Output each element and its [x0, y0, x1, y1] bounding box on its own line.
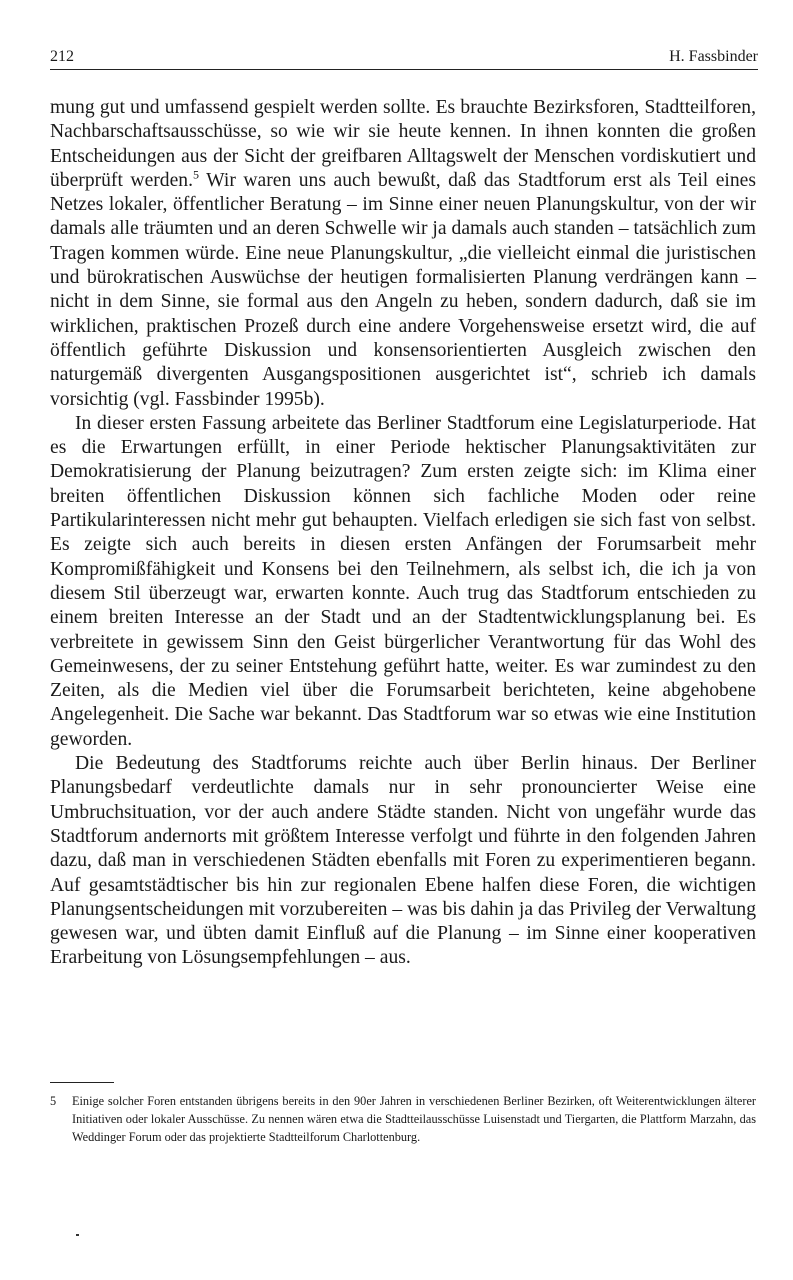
paragraph-3: Die Bedeutung des Stadtforums reichte auch über Berlin hinaus. Der Berliner Planungsbedarf verdeutlichte damals nur in sehr pronouncierter Weise eine Umbruchsituation, vor der auch andere Städte standen. Nicht von ungefähr wurde das Stadtforum andernorts mit größtem Interesse verfolgt und führte in den folgenden Jahren dazu, daß man in verschiedenen Städten ebenfalls mit Foren zu experimentieren begann. Auf gesamtstädtischer bis hin zur regionalen Ebene halfen diese Foren, die wichtigen Planungsentscheidungen mit vorzubereiten – was bis dahin ja das Privileg der Verwaltung gewesen war, und übten damit Einfluß auf die Planung – im Sinne einer kooperativen Erarbeitung von Lösungsempfehlungen – aus.: [50, 753, 756, 969]
stray-print-mark: [76, 1234, 79, 1236]
paragraph-2: In dieser ersten Fassung arbeitete das Berliner Stadtforum eine Legislaturperiode. Hat es die Erwartungen erfüllt, in einer Periode hektischer Planungsaktivitäten zur Demokratisierung der Planung beizutragen? Zum ersten zeigte sich: im Klima einer breiten öffentlichen Diskussion können sich fachliche Moden oder reine Partikularinteressen nicht mehr gut behaupten. Vielfach erledigen sie sich fast von selbst. Es zeigte sich auch bereits in diesen ersten Anfängen der Forumsarbeit mehr Kompromißfähigkeit und Konsens bei den Teilnehmern, als selbst ich, die ich ja von diesem Stil überzeugt war, erwarten konnte. Auch trug das Stadtforum entschieden zu einem breiten Interesse an der Stadt und an der Stadtentwicklungsplanung bei. Es verbreitete in gewissem Sinn den Geist bürgerlicher Verantwortung für das Wohl des Gemeinwesens, der zu seiner Entstehung geführt hatte, weiter. Es war zumindest zu den Zeiten, als die Medien viel über die Forumsarbeit berichteten, keine abgehobene Angelegenheit. Die Sache war bekannt. Das Stadtforum war so etwas wie eine Institution geworden.: [50, 412, 756, 750]
page-number: 212: [50, 48, 74, 65]
paragraph-1-part-1: mung gut und umfassend gespielt werden sollte. Es brauchte Bezirksforen, Stadtteilforen, Nachbarschaftsausschüsse, so wie wir sie heute kennen. In ihnen konnten die großen Entscheidungen aus der Sicht der greifbaren Alltagswelt der Menschen vordiskutiert und überprüft werden.: [50, 97, 756, 191]
footnote-5: [50, 1092, 756, 1146]
footnote-number: 5: [50, 1094, 57, 1108]
running-header: [50, 47, 758, 70]
running-head-author: H. Fassbinder: [669, 48, 758, 65]
footnote-separator: [50, 1082, 114, 1083]
paragraph-1: [50, 96, 756, 412]
footnote-text: Einige solcher Foren entstanden übrigens bereits in den 90er Jahren in verschiedenen Berliner Bezirken, oft Weiterentwicklungen älterer Initiativen oder lokaler Ausschüsse. Zu nennen wären etwa die Stadtteilausschüsse Luisenstadt und Tiergarten, die Plattform Marzahn, das Weddinger Forum oder das projektierte Stadtteilforum Charlottenburg.: [72, 1094, 756, 1144]
body-text: [50, 96, 756, 971]
footnote-reference-5[interactable]: 5: [193, 167, 199, 182]
paragraph-1-part-2: Wir waren uns auch bewußt, daß das Stadtforum erst als Teil eines Netzes lokaler, öffentlicher Beratung – im Sinne einer neuen Planungskultur, von der wir damals alle träumten und an deren Schwelle wir ja damals auch standen – tatsächlich zum Tragen kommen würde. Eine neue Planungskultur, „die vielleicht einmal die juristischen und bürokratischen Auswüchse der heutigen formalisierten Planung verdrängen kann – nicht in dem Sinne, sie formal aus den Angeln zu heben, sondern dadurch, daß sie im wirklichen, praktischen Prozeß durch eine andere Vorgehensweise ersetzt wird, die auf öffentlich geführte Diskussion und konsensorientierten Ausgleich zwischen den naturgemäß divergenten Ausgangspositionen ausgerichtet ist“, schrieb ich damals vorsichtig (vgl. Fassbinder 1995b).: [50, 169, 756, 410]
